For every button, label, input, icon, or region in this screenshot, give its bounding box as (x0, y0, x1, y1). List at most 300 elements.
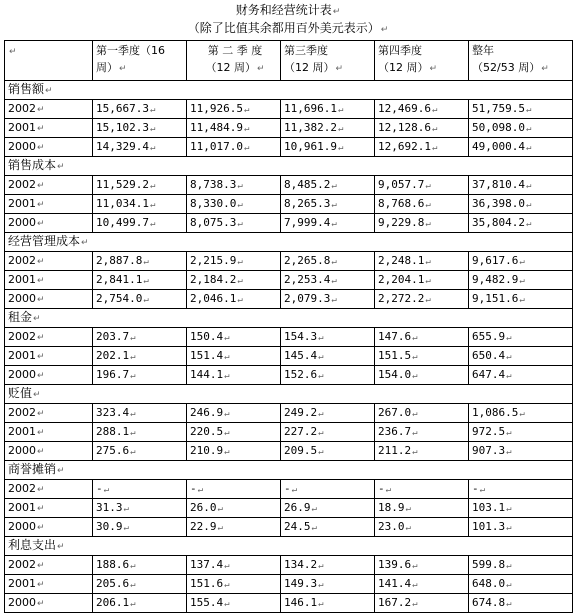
paragraph-mark: ↵ (318, 427, 324, 438)
cell-value: 907.3 (472, 443, 506, 457)
paragraph-mark: ↵ (412, 427, 418, 438)
section-label (5, 537, 573, 556)
value-cell (93, 119, 187, 138)
cell-value: 155.4 (190, 595, 224, 609)
year-cell (5, 100, 93, 119)
value-cell (281, 423, 375, 442)
value-cell (187, 328, 281, 347)
value-cell (469, 100, 573, 119)
document-subtitle: （除了比值其余都用百外美元表示）↵ (187, 21, 389, 35)
section-header-row (5, 309, 573, 328)
cell-value: 210.9 (190, 443, 224, 457)
value-cell (281, 594, 375, 613)
paragraph-mark: ↵ (37, 294, 45, 305)
cell-value: 227.2 (284, 424, 318, 438)
paragraph-mark: ↵ (149, 180, 156, 191)
value-cell (375, 442, 469, 461)
value-cell (469, 195, 573, 214)
cell-value: 103.1 (472, 500, 506, 514)
value-cell (469, 347, 573, 366)
section-label-text: 销售成本 (8, 158, 57, 172)
value-cell (375, 176, 469, 195)
cell-value: 151.6 (190, 576, 224, 590)
cell-value: 2,204.1 (378, 272, 425, 286)
cell-value: 12,469.6 (378, 101, 431, 115)
paragraph-mark: ↵ (37, 484, 45, 495)
value-cell (281, 214, 375, 233)
year-cell (5, 442, 93, 461)
section-label-text: 商誉摊销 (8, 462, 57, 476)
cell-value: 134.2 (284, 557, 318, 571)
paragraph-mark: ↵ (33, 390, 41, 400)
paragraph-mark: ↵ (318, 408, 324, 419)
value-cell (187, 442, 281, 461)
cell-value: 11,382.2 (284, 120, 337, 134)
year-label: 2001 (8, 120, 36, 134)
paragraph-mark: ↵ (318, 579, 324, 590)
paragraph-mark: ↵ (197, 484, 204, 495)
value-cell (187, 138, 281, 157)
paragraph-mark: ↵ (506, 351, 512, 362)
paragraph-mark: ↵ (318, 370, 324, 381)
value-cell (187, 575, 281, 594)
cell-value: 323.4 (96, 405, 130, 419)
value-cell (93, 214, 187, 233)
paragraph-mark: ↵ (149, 123, 156, 134)
cell-value: 8,485.2 (284, 177, 331, 191)
paragraph-mark: ↵ (81, 238, 89, 248)
value-cell (187, 518, 281, 537)
table-row (5, 423, 573, 442)
cell-value: 144.1 (190, 367, 224, 381)
cell-value: 26.0 (190, 500, 217, 514)
paragraph-mark: ↵ (405, 522, 411, 533)
year-cell (5, 252, 93, 271)
cell-value: 152.6 (284, 367, 318, 381)
paragraph-mark: ↵ (412, 446, 418, 457)
cell-value: 2,215.9 (190, 253, 237, 267)
paragraph-mark: ↵ (130, 598, 136, 609)
year-cell (5, 480, 93, 499)
paragraph-mark: ↵ (425, 256, 431, 267)
value-cell (281, 480, 375, 499)
paragraph-mark: ↵ (37, 351, 45, 362)
cell-value: 101.3 (472, 519, 506, 533)
value-cell (375, 499, 469, 518)
paragraph-mark: ↵ (143, 256, 149, 267)
paragraph-mark: ↵ (143, 275, 149, 286)
value-cell (469, 271, 573, 290)
paragraph-mark: ↵ (37, 598, 45, 609)
cell-value: 150.4 (190, 329, 224, 343)
value-cell (187, 119, 281, 138)
cell-value: 650.4 (472, 348, 506, 362)
paragraph-mark: ↵ (425, 218, 431, 229)
paragraph-mark: ↵ (57, 466, 65, 476)
table-header-row (5, 41, 573, 81)
section-label (5, 385, 573, 404)
section-label (5, 233, 573, 252)
cell-value: 267.0 (378, 405, 412, 419)
cell-value: 154.0 (378, 367, 412, 381)
paragraph-mark: ↵ (37, 180, 45, 191)
value-cell (469, 328, 573, 347)
stats-table-body (5, 41, 573, 613)
paragraph-mark: ↵ (37, 104, 45, 115)
year-cell (5, 271, 93, 290)
cell-value: 26.9 (284, 500, 311, 514)
paragraph-mark: ↵ (224, 579, 230, 590)
paragraph-mark: ↵ (130, 370, 136, 381)
year-label: 2000 (8, 291, 36, 305)
document-title: 财务和经营统计表↵ (235, 3, 341, 17)
value-cell (469, 518, 573, 537)
paragraph-mark: ↵ (425, 180, 431, 191)
cell-value: 211.2 (378, 443, 412, 457)
cell-value: 8,330.0 (190, 196, 237, 210)
value-cell (469, 252, 573, 271)
year-cell (5, 138, 93, 157)
value-cell (93, 176, 187, 195)
paragraph-mark: ↵ (37, 275, 45, 286)
year-label: 2002 (8, 101, 36, 115)
year-label: 2002 (8, 177, 36, 191)
cell-value: 655.9 (472, 329, 506, 343)
value-cell (469, 214, 573, 233)
paragraph-mark: ↵ (525, 180, 532, 191)
value-cell (93, 328, 187, 347)
year-label: 2000 (8, 595, 36, 609)
paragraph-mark: ↵ (337, 123, 344, 134)
year-label: 2002 (8, 253, 36, 267)
cell-value: 2,184.2 (190, 272, 237, 286)
year-cell (5, 518, 93, 537)
paragraph-mark: ↵ (525, 218, 532, 229)
cell-value: 202.1 (96, 348, 130, 362)
value-cell (281, 328, 375, 347)
paragraph-mark: ↵ (431, 142, 438, 153)
year-label: 2001 (8, 424, 36, 438)
paragraph-mark: ↵ (237, 199, 243, 210)
cell-value: 188.6 (96, 557, 130, 571)
paragraph-mark: ↵ (506, 370, 512, 381)
paragraph-mark: ↵ (224, 370, 230, 381)
value-cell (281, 271, 375, 290)
year-label: 2002 (8, 557, 36, 571)
paragraph-mark: ↵ (385, 484, 392, 495)
year-label: 2000 (8, 519, 36, 533)
paragraph-mark: ↵ (506, 598, 512, 609)
paragraph-mark: ↵ (130, 332, 136, 343)
stats-table (4, 40, 573, 613)
cell-value: 12,128.6 (378, 120, 431, 134)
paragraph-mark: ↵ (130, 351, 136, 362)
cell-value: 8,265.3 (284, 196, 331, 210)
cell-value: 31.3 (96, 500, 123, 514)
cell-value: 249.2 (284, 405, 318, 419)
paragraph-mark: ↵ (412, 351, 418, 362)
paragraph-mark: ↵ (243, 123, 250, 134)
header-cell-q4: 第四季度 （12 周）↵ (375, 41, 469, 81)
cell-value: 145.4 (284, 348, 318, 362)
cell-value: 35,804.2 (472, 215, 525, 229)
cell-value: 206.1 (96, 595, 130, 609)
value-cell (187, 347, 281, 366)
table-row (5, 290, 573, 309)
cell-value: 154.3 (284, 329, 318, 343)
value-cell (93, 594, 187, 613)
paragraph-mark: ↵ (37, 123, 45, 134)
cell-value: - (190, 481, 197, 495)
year-cell (5, 290, 93, 309)
cell-value: 149.3 (284, 576, 318, 590)
paragraph-mark: ↵ (57, 162, 65, 172)
paragraph-mark: ↵ (525, 104, 532, 115)
header-cell-q2: 第 二 季 度 （12 周）↵ (187, 41, 281, 81)
section-label-text: 销售额 (8, 82, 45, 96)
paragraph-mark: ↵ (506, 446, 512, 457)
value-cell (469, 499, 573, 518)
value-cell (93, 138, 187, 157)
cell-value: 275.6 (96, 443, 130, 457)
cell-value: 674.8 (472, 595, 506, 609)
section-label (5, 81, 573, 100)
value-cell (93, 290, 187, 309)
value-cell (375, 290, 469, 309)
header-cell-q3: 第三季度 （12 周）↵ (281, 41, 375, 81)
value-cell (187, 556, 281, 575)
paragraph-mark: ↵ (224, 598, 230, 609)
year-cell (5, 214, 93, 233)
cell-value: 9,151.6 (472, 291, 519, 305)
paragraph-mark: ↵ (224, 351, 230, 362)
cell-value: 2,046.1 (190, 291, 237, 305)
value-cell (469, 423, 573, 442)
paragraph-mark: ↵ (130, 427, 136, 438)
value-cell (93, 271, 187, 290)
value-cell (93, 499, 187, 518)
paragraph-mark: ↵ (237, 256, 243, 267)
paragraph-mark: ↵ (318, 351, 324, 362)
value-cell (187, 366, 281, 385)
value-cell (187, 100, 281, 119)
value-cell (375, 328, 469, 347)
cell-value: 599.8 (472, 557, 506, 571)
value-cell (375, 594, 469, 613)
value-cell (93, 252, 187, 271)
cell-value: 8,768.6 (378, 196, 425, 210)
value-cell (93, 195, 187, 214)
section-header-row (5, 385, 573, 404)
cell-value: 23.0 (378, 519, 405, 533)
year-label: 2001 (8, 272, 36, 286)
cell-value: 50,098.0 (472, 120, 525, 134)
table-row (5, 100, 573, 119)
value-cell (375, 347, 469, 366)
value-cell (93, 404, 187, 423)
cell-value: 151.4 (190, 348, 224, 362)
value-cell (281, 252, 375, 271)
cell-value: 11,017.0 (190, 139, 243, 153)
value-cell (469, 366, 573, 385)
section-header-row (5, 461, 573, 480)
header-cell-q1: 第一季度（16 周）↵ (93, 41, 187, 81)
paragraph-mark: ↵ (337, 104, 344, 115)
paragraph-mark: ↵ (33, 314, 41, 324)
paragraph-mark: ↵ (37, 256, 45, 267)
paragraph-mark: ↵ (311, 522, 317, 533)
paragraph-mark: ↵ (45, 86, 53, 96)
paragraph-mark: ↵ (243, 104, 250, 115)
table-row (5, 252, 573, 271)
year-cell (5, 366, 93, 385)
cell-value: 2,272.2 (378, 291, 425, 305)
value-cell (375, 138, 469, 157)
table-row (5, 271, 573, 290)
year-cell (5, 499, 93, 518)
paragraph-mark: ↵ (311, 503, 317, 514)
paragraph-mark: ↵ (143, 294, 149, 305)
cell-value: 15,102.3 (96, 120, 149, 134)
cell-value: 18.9 (378, 500, 405, 514)
section-header-row (5, 233, 573, 252)
year-cell (5, 176, 93, 195)
paragraph-mark: ↵ (149, 218, 156, 229)
cell-value: 167.2 (378, 595, 412, 609)
paragraph-mark: ↵ (243, 142, 250, 153)
paragraph-mark: ↵ (331, 294, 337, 305)
cell-value: 203.7 (96, 329, 130, 343)
value-cell (375, 252, 469, 271)
value-cell (375, 423, 469, 442)
section-label-text: 利息支出 (8, 538, 57, 552)
paragraph-mark: ↵ (57, 542, 65, 552)
paragraph-mark: ↵ (217, 503, 223, 514)
table-row (5, 575, 573, 594)
cell-value: 9,229.8 (378, 215, 425, 229)
cell-value: 10,499.7 (96, 215, 149, 229)
paragraph-mark: ↵ (291, 484, 298, 495)
cell-value: 236.7 (378, 424, 412, 438)
paragraph-mark: ↵ (224, 332, 230, 343)
cell-value: 647.4 (472, 367, 506, 381)
value-cell (187, 594, 281, 613)
cell-value: 2,887.8 (96, 253, 143, 267)
paragraph-mark: ↵ (525, 199, 532, 210)
cell-value: 15,667.3 (96, 101, 149, 115)
value-cell (187, 176, 281, 195)
table-row (5, 214, 573, 233)
paragraph-mark: ↵ (525, 142, 532, 153)
year-cell (5, 328, 93, 347)
value-cell (187, 404, 281, 423)
paragraph-mark: ↵ (130, 446, 136, 457)
paragraph-mark: ↵ (337, 142, 344, 153)
paragraph-mark: ↵ (130, 579, 136, 590)
year-label: 2000 (8, 139, 36, 153)
year-cell (5, 423, 93, 442)
paragraph-mark: ↵ (519, 294, 525, 305)
cell-value: 196.7 (96, 367, 130, 381)
value-cell (469, 556, 573, 575)
cell-value: 246.9 (190, 405, 224, 419)
section-label-text: 贬值 (8, 386, 33, 400)
value-cell (93, 575, 187, 594)
cell-value: 24.5 (284, 519, 311, 533)
paragraph-mark: ↵ (431, 123, 438, 134)
cell-value: 8,075.3 (190, 215, 237, 229)
paragraph-mark: ↵ (318, 598, 324, 609)
year-cell (5, 195, 93, 214)
cell-value: 209.5 (284, 443, 318, 457)
table-row (5, 195, 573, 214)
paragraph-mark: ↵ (123, 522, 129, 533)
cell-value: 22.9 (190, 519, 217, 533)
cell-value: 9,617.6 (472, 253, 519, 267)
value-cell (375, 366, 469, 385)
cell-value: - (472, 481, 479, 495)
paragraph-mark: ↵ (237, 180, 243, 191)
cell-value: 11,484.9 (190, 120, 243, 134)
cell-value: 648.0 (472, 576, 506, 590)
value-cell (375, 480, 469, 499)
value-cell (281, 138, 375, 157)
paragraph-mark: ↵ (506, 522, 512, 533)
paragraph-mark: ↵ (412, 332, 418, 343)
paragraph-mark: ↵ (237, 275, 243, 286)
value-cell (187, 423, 281, 442)
paragraph-mark: ↵ (37, 579, 45, 590)
value-cell (187, 195, 281, 214)
value-cell (375, 518, 469, 537)
cell-value: 151.5 (378, 348, 412, 362)
paragraph-mark: ↵ (412, 370, 418, 381)
year-label: 2000 (8, 215, 36, 229)
cell-value: 2,253.4 (284, 272, 331, 286)
year-label: 2000 (8, 443, 36, 457)
cell-value: 146.1 (284, 595, 318, 609)
cell-value: 49,000.4 (472, 139, 525, 153)
value-cell (187, 480, 281, 499)
paragraph-mark: ↵ (217, 522, 223, 533)
value-cell (375, 100, 469, 119)
value-cell (469, 176, 573, 195)
value-cell (281, 119, 375, 138)
cell-value: 37,810.4 (472, 177, 525, 191)
cell-value: 2,841.1 (96, 272, 143, 286)
table-row (5, 404, 573, 423)
value-cell (187, 252, 281, 271)
value-cell (375, 195, 469, 214)
paragraph-mark: ↵ (425, 294, 431, 305)
value-cell (281, 100, 375, 119)
paragraph-mark: ↵ (318, 332, 324, 343)
cell-value: 14,329.4 (96, 139, 149, 153)
paragraph-mark: ↵ (37, 408, 45, 419)
cell-value: 2,248.1 (378, 253, 425, 267)
paragraph-mark: ↵ (519, 408, 525, 419)
value-cell (375, 575, 469, 594)
year-label: 2002 (8, 405, 36, 419)
cell-value: 30.9 (96, 519, 123, 533)
paragraph-mark: ↵ (224, 446, 230, 457)
value-cell (375, 556, 469, 575)
paragraph-mark: ↵ (318, 560, 324, 571)
value-cell (281, 366, 375, 385)
cell-value: 220.5 (190, 424, 224, 438)
value-cell (93, 480, 187, 499)
value-cell (93, 518, 187, 537)
